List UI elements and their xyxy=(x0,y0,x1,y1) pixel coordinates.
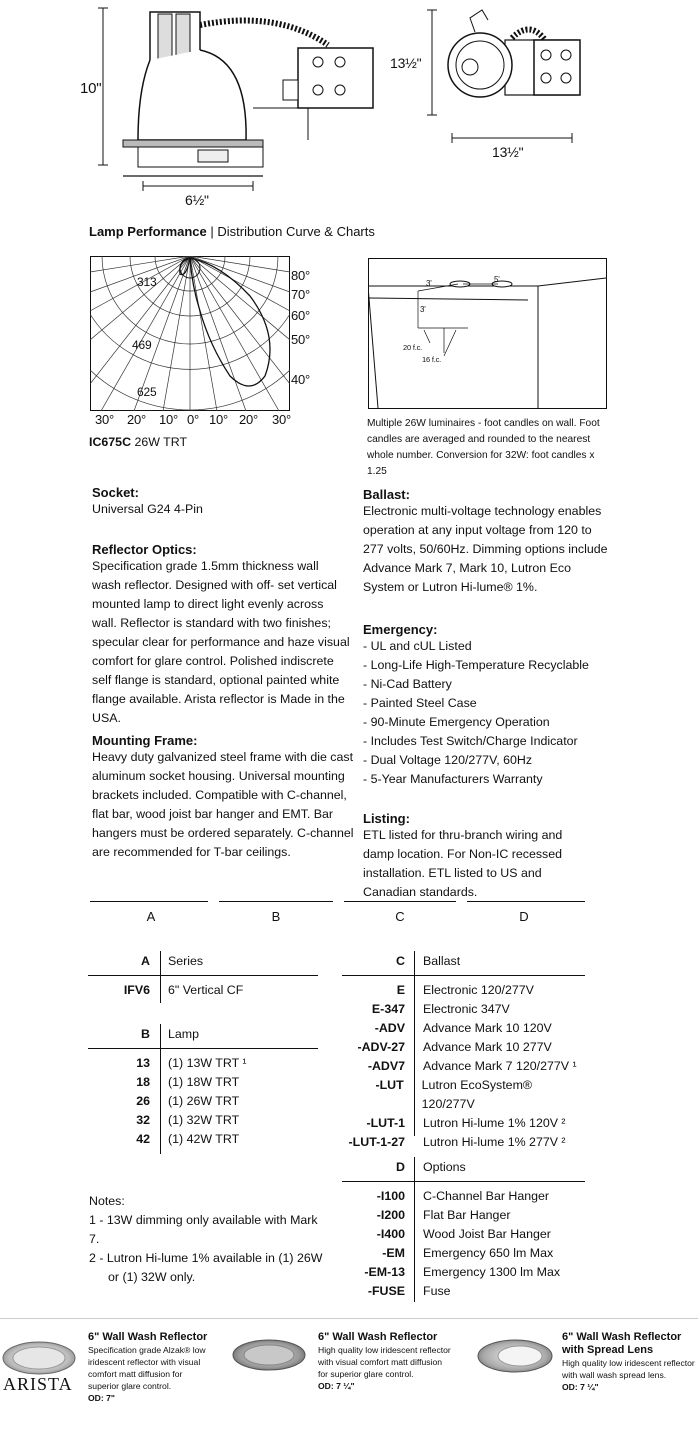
options-row-code: -I100 xyxy=(376,1189,405,1203)
lamp-divider xyxy=(160,1024,161,1154)
polar-caption-model: IC675C xyxy=(89,435,132,449)
wall-dim-3ft-a: 3' xyxy=(426,279,432,288)
ballast-row xyxy=(342,1057,585,1076)
polar-chart xyxy=(90,256,290,411)
bottom-label-30-right: 30° xyxy=(272,412,292,427)
angle-label-80: 80° xyxy=(291,268,311,283)
product-image-2 xyxy=(232,1338,307,1372)
product-3-desc: High quality low iridescent reflector with wall wash spread lens. xyxy=(562,1358,695,1380)
options-row xyxy=(342,1244,585,1263)
options-table xyxy=(342,1157,585,1301)
options-header xyxy=(342,1157,585,1182)
options-divider xyxy=(414,1157,415,1302)
angle-label-70: 70° xyxy=(291,287,311,302)
wall-dim-3ft-b: 3' xyxy=(420,305,426,314)
lamp-performance-heading xyxy=(89,224,375,239)
options-row-code: -EM xyxy=(382,1246,405,1260)
product-2-desc: High quality low iridescent reflector with visual comfort matt diffusion for superior glare control. xyxy=(318,1345,451,1379)
lamp-row xyxy=(88,1073,318,1092)
ballast-row xyxy=(342,1076,585,1114)
listing-section xyxy=(363,811,588,902)
bottom-label-30-left: 30° xyxy=(95,412,115,427)
emergency-item: - UL and cUL Listed xyxy=(363,637,613,656)
ballast-row-code: -ADV xyxy=(374,1021,405,1035)
ballast-row-code: -LUT xyxy=(375,1078,404,1092)
lamp-header xyxy=(88,1024,318,1049)
lamp-row-code: 18 xyxy=(136,1075,150,1089)
emergency-item: - 5-Year Manufacturers Warranty xyxy=(363,770,613,789)
ballast-row-code: -LUT-1-27 xyxy=(348,1135,405,1149)
lamp-row xyxy=(88,1092,318,1111)
series-row-desc: 6" Vertical CF xyxy=(168,983,244,997)
emergency-item: - Long-Life High-Temperature Recyclable xyxy=(363,656,613,675)
note-line: 1 - 13W dimming only available with Mark 7. xyxy=(89,1213,318,1246)
series-divider xyxy=(160,951,161,1003)
listing-text: ETL listed for thru-branch wiring and damp location. For Non-IC recessed installation. ETL listed to US and Canadian standards. xyxy=(363,828,563,899)
options-row-code: -EM-13 xyxy=(364,1265,405,1279)
lamp-row-desc: (1) 26W TRT xyxy=(168,1094,240,1108)
product-1 xyxy=(88,1331,213,1404)
dim-top-height: 13½" xyxy=(390,55,422,71)
ballast-header xyxy=(342,951,585,976)
polar-chart-caption xyxy=(89,435,187,449)
ballast-row xyxy=(342,1114,585,1133)
options-label: Options xyxy=(423,1160,466,1174)
product-3-title: 6" Wall Wash Reflector with Spread Lens xyxy=(562,1331,682,1356)
lamp-row-code: 13 xyxy=(136,1056,150,1070)
lamp-code: B xyxy=(141,1027,150,1041)
lamp-row-desc: (1) 32W TRT xyxy=(168,1113,240,1127)
options-row xyxy=(342,1263,585,1282)
product-image-3 xyxy=(476,1338,554,1374)
emergency-item: - 90-Minute Emergency Operation xyxy=(363,713,613,732)
ballast-row-desc: Advance Mark 10 120V xyxy=(423,1021,552,1035)
angle-label-60: 60° xyxy=(291,308,311,323)
angle-label-50: 50° xyxy=(291,332,311,347)
emergency-item: - Ni-Cad Battery xyxy=(363,675,613,694)
ballast-code: C xyxy=(396,954,405,968)
emergency-item: - Includes Test Switch/Charge Indicator xyxy=(363,732,613,751)
lamp-performance-subtitle: | Distribution Curve & Charts xyxy=(206,224,375,239)
ballast-row-desc: Electronic 120/277V xyxy=(423,983,534,997)
ballast-row xyxy=(342,1038,585,1057)
ballast-row-desc: Lutron Hi-lume 1% 120V ² xyxy=(423,1116,566,1130)
series-label: Series xyxy=(168,954,204,968)
options-row-code: -FUSE xyxy=(367,1284,405,1298)
polar-caption-lamp: 26W TRT xyxy=(131,435,188,449)
wall-diagram-caption: Multiple 26W luminaires - foot candles on wall. Foot candles are averaged and rounded to the nearest whole number. Conversion for 32W: foot candles x 1.25 xyxy=(367,418,600,477)
ballast-divider xyxy=(414,951,415,1136)
options-row-code: -I400 xyxy=(376,1227,405,1241)
lamp-row-code: 42 xyxy=(136,1132,150,1146)
ballast-title: Ballast: xyxy=(363,487,410,502)
options-row-desc: Flat Bar Hanger xyxy=(423,1208,511,1222)
polar-value-313: 313 xyxy=(137,275,157,289)
reflector-optics-title: Reflector Optics: xyxy=(92,542,197,557)
options-row-code: -I200 xyxy=(376,1208,405,1222)
lamp-row-code: 32 xyxy=(136,1113,150,1127)
options-row xyxy=(342,1206,585,1225)
ballast-row xyxy=(342,1133,585,1152)
notes-section xyxy=(89,1192,329,1287)
lamp-row xyxy=(88,1111,318,1130)
dim-depth: 6½" xyxy=(185,192,209,208)
ballast-row-code: -LUT-1 xyxy=(366,1116,405,1130)
options-row xyxy=(342,1225,585,1244)
ballast-label: Ballast xyxy=(423,954,461,968)
listing-title: Listing: xyxy=(363,811,410,826)
ballast-row-code: E-347 xyxy=(371,1002,405,1016)
order-rule-b xyxy=(219,901,333,902)
polar-value-469: 469 xyxy=(132,338,152,352)
lamp-performance-title: Lamp Performance xyxy=(89,224,207,239)
order-col-c: C xyxy=(395,909,405,924)
options-row-desc: Fuse xyxy=(423,1284,451,1298)
product-2-od: OD: 7 ¼" xyxy=(318,1381,355,1391)
product-image-1 xyxy=(2,1340,77,1376)
mounting-frame-title: Mounting Frame: xyxy=(92,733,198,748)
side-view-drawing xyxy=(78,0,408,215)
ballast-row-desc: Lutron Hi-lume 1% 277V ² xyxy=(423,1135,566,1149)
ballast-row-desc: Lutron EcoSystem® 120/277V xyxy=(421,1078,533,1111)
product-1-od: OD: 7" xyxy=(88,1393,115,1403)
reflector-optics-section xyxy=(92,542,350,728)
ballast-section xyxy=(363,487,613,597)
product-3 xyxy=(562,1331,696,1393)
bottom-label-10-right: 10° xyxy=(209,412,229,427)
ballast-table xyxy=(342,951,585,1152)
options-row-desc: Emergency 1300 lm Max xyxy=(423,1265,561,1279)
ballast-row-desc: Electronic 347V xyxy=(423,1002,510,1016)
socket-section xyxy=(92,485,352,519)
dim-top-width: 13½" xyxy=(492,144,524,160)
polar-value-625: 625 xyxy=(137,385,157,399)
series-row xyxy=(88,981,318,1000)
wall-fc-16: 16 f.c. xyxy=(422,355,442,364)
ballast-row-code: -ADV-27 xyxy=(357,1040,405,1054)
order-rule-c xyxy=(344,901,456,902)
product-1-desc: Specification grade Alzak® low iridescent reflector with visual comfort matt diffusion for superior glare control. xyxy=(88,1345,206,1391)
note-line: 2 - Lutron Hi-lume 1% available in (1) 26W xyxy=(89,1251,323,1265)
mounting-frame-section xyxy=(92,733,354,862)
wall-dim-5ft: 5' xyxy=(494,275,500,284)
lamp-table xyxy=(88,1024,318,1149)
product-3-od: OD: 7 ¼" xyxy=(562,1382,599,1392)
emergency-list xyxy=(363,637,613,789)
series-table xyxy=(88,951,318,1000)
brand-logo: ARISTA xyxy=(3,1374,73,1394)
ballast-text: Electronic multi-voltage technology enables operation at any input voltage from 120 to 277 volts, 50/60Hz. Dimming options include Advance Mark 7, Mark 10, Lutron Eco System or Lutron Hi-lume® 1%. xyxy=(363,504,608,594)
reflector-optics-text: Specification grade 1.5mm thickness wall wash reflector. Designed with off- set vertical mounted lamp to direct light evenly across wall. Reflector is standard with two finishes; specular clear for performance and haze visual comfort for glare control. Polished indiscrete self flange is standard, optional painted white flange available. Arista reflector is Made in the USA. xyxy=(92,559,350,725)
order-col-a: A xyxy=(146,909,156,924)
bottom-label-0: 0° xyxy=(187,412,200,427)
emergency-item: - Dual Voltage 120/277V, 60Hz xyxy=(363,751,613,770)
note-line: or (1) 32W only. xyxy=(108,1270,196,1284)
order-rule-a xyxy=(90,901,208,902)
dim-height: 10" xyxy=(80,80,102,97)
wall-wash-diagram xyxy=(368,258,608,410)
options-row-desc: Emergency 650 lm Max xyxy=(423,1246,554,1260)
lamp-row-desc: (1) 18W TRT xyxy=(168,1075,240,1089)
emergency-section xyxy=(363,622,613,789)
order-col-b: B xyxy=(271,909,281,924)
bottom-label-20-left: 20° xyxy=(127,412,147,427)
emergency-title: Emergency: xyxy=(363,622,438,637)
bottom-label-20-right: 20° xyxy=(239,412,259,427)
options-row xyxy=(342,1187,585,1206)
angle-label-40: 40° xyxy=(291,372,311,387)
footer-rule xyxy=(0,1318,698,1319)
bottom-label-10-left: 10° xyxy=(159,412,179,427)
series-row-code: IFV6 xyxy=(123,983,150,997)
ballast-row-desc: Advance Mark 10 277V xyxy=(423,1040,552,1054)
notes-title: Notes: xyxy=(89,1194,125,1208)
options-row xyxy=(342,1282,585,1301)
options-row-desc: Wood Joist Bar Hanger xyxy=(423,1227,551,1241)
wall-fc-20: 20 f.c. xyxy=(403,343,423,352)
ballast-row-desc: Advance Mark 7 120/277V ¹ xyxy=(423,1059,577,1073)
ballast-row-code: E xyxy=(396,983,405,997)
ballast-row xyxy=(342,1000,585,1019)
series-header xyxy=(88,951,318,976)
lamp-row-code: 26 xyxy=(136,1094,150,1108)
series-code: A xyxy=(141,954,150,968)
socket-text: Universal G24 4-Pin xyxy=(92,502,203,516)
lamp-row-desc: (1) 13W TRT ¹ xyxy=(168,1056,247,1070)
lamp-label: Lamp xyxy=(168,1027,199,1041)
order-col-d: D xyxy=(519,909,529,924)
options-row-desc: C-Channel Bar Hanger xyxy=(423,1189,550,1203)
mounting-frame-text: Heavy duty galvanized steel frame with die cast aluminum socket housing. Universal mounting brackets included. Compatible with C-channel, flat bar, wood joist bar hanger and EMT. Bar hangers must be ordered separately. C-channel are recommended for T-bar ceilings. xyxy=(92,750,354,859)
order-rule-d xyxy=(467,901,585,902)
ballast-row xyxy=(342,1019,585,1038)
lamp-row xyxy=(88,1130,318,1149)
ballast-row xyxy=(342,981,585,1000)
polar-chart-svg xyxy=(90,256,290,411)
product-2 xyxy=(318,1331,453,1392)
emergency-item: - Painted Steel Case xyxy=(363,694,613,713)
product-2-title: 6" Wall Wash Reflector xyxy=(318,1331,438,1343)
ballast-row-code: -ADV7 xyxy=(367,1059,405,1073)
socket-title: Socket: xyxy=(92,485,139,500)
top-view-drawing xyxy=(420,0,590,160)
lamp-row xyxy=(88,1054,318,1073)
product-1-title: 6" Wall Wash Reflector xyxy=(88,1331,208,1343)
options-code: D xyxy=(396,1160,405,1174)
lamp-row-desc: (1) 42W TRT xyxy=(168,1132,240,1146)
